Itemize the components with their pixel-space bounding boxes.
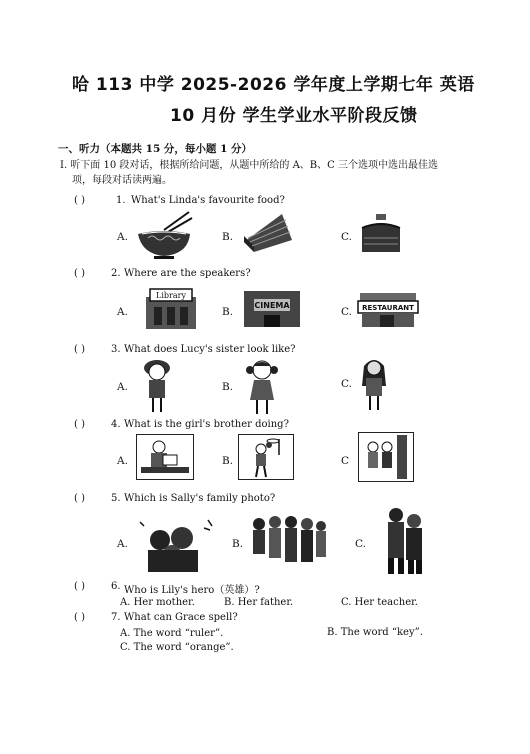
restaurant-building-icon	[356, 291, 420, 329]
option-7a[interactable]: A. The word “ruler”.	[120, 628, 224, 639]
option-label-4a: A.	[117, 455, 128, 467]
question-text-5: Which is Sally's family photo?	[124, 493, 276, 504]
girl-pigtails-icon	[242, 358, 282, 416]
option-label-3a: A.	[117, 381, 128, 393]
question-number-7: 7.	[111, 612, 121, 623]
cinema-building-icon	[242, 287, 302, 329]
question-text-2: Where are the speakers?	[124, 268, 251, 279]
answer-paren-3[interactable]: ( )	[74, 344, 85, 355]
question-number-3: 3.	[111, 344, 121, 355]
option-label-1c: C.	[341, 231, 352, 243]
question-number-6: 6.	[111, 581, 121, 592]
option-6b[interactable]: B. Her father.	[224, 597, 294, 608]
option-label-1a: A.	[117, 231, 128, 243]
option-label-5c: C.	[355, 538, 366, 550]
instruction-line2: 项，每段对话读两遍。	[72, 175, 172, 186]
question-number-4: 4.	[111, 419, 121, 430]
answer-paren-5[interactable]: ( )	[74, 493, 85, 504]
library-building-icon	[140, 285, 202, 331]
answer-paren-7[interactable]: ( )	[74, 612, 85, 623]
question-text-6: Who is Lily's hero（英雄）?	[124, 585, 260, 596]
answer-paren-6[interactable]: ( )	[74, 581, 85, 592]
picture-frame-4a	[136, 434, 194, 480]
question-text-7: What can Grace spell?	[124, 612, 238, 623]
answer-paren-4[interactable]: ( )	[74, 419, 85, 430]
sign-text-library: Library	[156, 291, 186, 300]
option-label-4b: B.	[222, 455, 234, 467]
option-6c[interactable]: C. Her teacher.	[341, 597, 418, 608]
question-number-2: 2.	[111, 268, 121, 279]
sandwich-icon	[240, 210, 296, 256]
option-label-5a: A.	[117, 538, 128, 550]
two-people-icon	[359, 433, 413, 481]
family-photo-b	[249, 512, 329, 570]
exam-title-line1: 哈 113 中学 2025-2026 学年度上学期七年 英语	[72, 75, 475, 95]
girl-short-hair-icon	[140, 358, 174, 414]
option-label-2b: B.	[222, 306, 234, 318]
question-text-4: What is the girl's brother doing?	[124, 419, 289, 430]
option-6a[interactable]: A. Her mother.	[120, 597, 195, 608]
sign-text-restaurant: RESTAURANT	[362, 304, 414, 312]
option-label-5b: B.	[232, 538, 244, 550]
noodles-icon	[134, 210, 194, 260]
girl-long-hair-icon	[358, 356, 390, 412]
option-7c[interactable]: C. The word “orange”.	[120, 642, 234, 653]
picture-frame-4b	[238, 434, 294, 480]
option-label-2a: A.	[117, 306, 128, 318]
option-label-3c: C.	[341, 378, 352, 390]
section-title: 一、听力（本题共 15 分，每小题 1 分）	[58, 143, 253, 155]
sign-text-cinema: CINEMA	[254, 301, 290, 310]
option-label-2c: C.	[341, 306, 352, 318]
cake-icon	[358, 212, 404, 256]
answer-paren-2[interactable]: ( )	[74, 268, 85, 279]
reading-boy-icon	[137, 435, 193, 479]
option-label-4c: C	[341, 455, 350, 467]
question-number-1: 1.	[116, 195, 126, 206]
instruction-line1: I. 听下面 10 段对话，根据所给问题，从题中所给的 A、B、C 三个选项中选出最佳选	[60, 160, 438, 171]
option-label-3b: B.	[222, 381, 234, 393]
option-label-1b: B.	[222, 231, 234, 243]
basketball-boy-icon	[239, 435, 293, 479]
family-photo-a	[138, 518, 214, 574]
question-text-1: What's Linda's favourite food?	[131, 195, 285, 206]
option-7b[interactable]: B. The word “key”.	[327, 627, 423, 638]
family-photo-c	[378, 505, 432, 577]
exam-title-line2: 10 月份 学生学业水平阶段反馈	[170, 106, 418, 126]
question-text-3: What does Lucy's sister look like?	[124, 344, 296, 355]
question-number-5: 5.	[111, 493, 121, 504]
answer-paren-1[interactable]: ( )	[74, 195, 85, 206]
picture-frame-4c	[358, 432, 414, 482]
